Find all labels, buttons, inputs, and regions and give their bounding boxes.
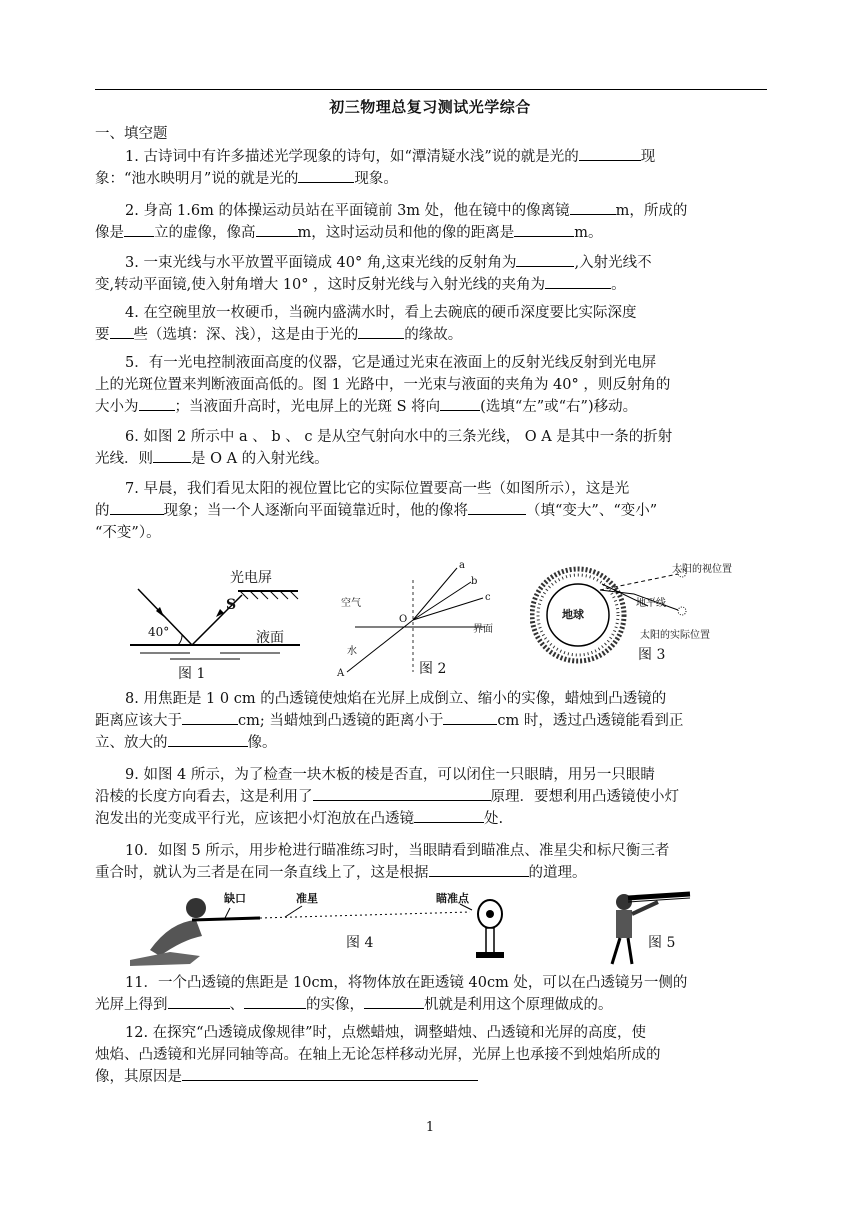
figure-3 [530, 560, 745, 675]
answer-blank[interactable] [153, 448, 191, 463]
answer-blank[interactable] [298, 168, 354, 183]
answer-blank[interactable] [244, 994, 306, 1009]
figure-1-screen-label: 光电屏 [230, 570, 272, 586]
answer-blank[interactable] [313, 786, 491, 801]
answer-blank[interactable] [358, 324, 404, 339]
figure-3-apparent-label: 太阳的视位置 [672, 564, 732, 575]
question-3: 3. 一束光线与水平放置平面镜成 40° 角,这束光线的反射角为 ,入射光线不 变,转动平面镜,使入射角增大 10° ，这时反射光线与入射光线的夹角为 。 [95, 252, 767, 296]
answer-blank[interactable] [256, 222, 298, 237]
figure-3-earth-label: 地球 [562, 608, 584, 621]
answer-blank[interactable] [570, 200, 616, 215]
answer-blank[interactable] [364, 994, 424, 1009]
figure-2 [335, 560, 505, 680]
question-12: 12. 在探究“凸透镜成像规律”时，点燃蜡烛，调整蜡烛、凸透镜和光屏的高度，使 烛焰、凸透镜和光屏同轴等高。在轴上无论怎样移动光屏，光屏上也承接不到烛焰所成的 像，其原因是 [95, 1025, 661, 1085]
answer-blank[interactable] [182, 1066, 478, 1081]
figure-2-interface-label: 界面 [473, 624, 493, 635]
figure-2-A-label: A [337, 668, 345, 679]
figure-2-water-label: 水 [347, 646, 357, 657]
question-8: 8. 用焦距是 1 0 cm 的凸透镜使烛焰在光屏上成倒立、缩小的实像，蜡烛到凸透镜的 距离应该大于 cm; 当蜡烛到凸透镜的距离小于 cm 时，透过凸透镜能看到正 立、放大的 像。 [95, 691, 684, 751]
figure-4 [130, 890, 550, 968]
figure-4-target-label: 瞄准点 [436, 892, 469, 905]
header-rule [95, 89, 767, 90]
figure-1 [130, 565, 300, 685]
answer-blank[interactable] [443, 710, 497, 725]
figure-2-air-label: 空气 [341, 598, 361, 609]
question-10: 10．如图 5 所示，用步枪进行瞄准练习时，当眼睛看到瞄准点、准星尖和标尺衡三者 重合时，就认为三者是在同一条直线上了，这是根据 的道理。 [95, 843, 670, 881]
question-1: 1. 古诗词中有许多描述光学现象的诗句，如“潭清疑水浅”说的就是光的 现 象：“池水映明月”说的就是光的 现象。 [95, 146, 767, 190]
answer-blank[interactable] [579, 146, 641, 161]
question-5: 5．有一光电控制液面高度的仪器，它是通过光束在液面上的反射光线反射到光电屏 上的光斑位置来判断液面高低的。图 1 光路中，一光束与液面的夹角为 40° ，则反射角的 大小为 ；当液面升高时，光电屏上的光斑 S 将向 (选填“左”或“右”)移动。 [95, 355, 671, 415]
answer-blank[interactable] [124, 222, 154, 237]
page-title: 初三物理总复习测试光学综合 [329, 98, 531, 116]
figure-2-b-label: b [471, 576, 478, 587]
answer-blank[interactable] [168, 732, 248, 747]
figure-3-caption: 图 3 [638, 647, 666, 663]
figure-2-a-label: a [459, 560, 465, 571]
section-heading: 一、填空题 [95, 126, 168, 142]
figure-4-sight-label: 准星 [296, 892, 318, 905]
figure-2-caption: 图 2 [419, 661, 447, 677]
figure-1-surface-label: 液面 [256, 630, 284, 646]
figure-4-notch-label: 缺口 [224, 892, 246, 905]
figure-2-c-label: c [485, 592, 491, 603]
figure-4-diagram [130, 890, 550, 968]
figure-1-caption: 图 1 [178, 666, 206, 682]
answer-blank[interactable] [110, 500, 164, 515]
page-number: 1 [425, 1120, 435, 1135]
answer-blank[interactable] [514, 222, 574, 237]
answer-blank[interactable] [516, 252, 574, 267]
figure-4-caption: 图 4 [346, 935, 374, 951]
question-6: 6. 如图 2 所示中 a 、 b 、 c 是从空气射向水中的三条光线， O A 是其中一条的折射 光线．则 是 O A 的入射光线。 [95, 429, 673, 467]
figure-5 [598, 886, 718, 966]
answer-blank[interactable] [414, 808, 484, 823]
question-9: 9. 如图 4 所示，为了检查一块木板的棱是否直，可以闭住一只眼睛，用另一只眼睛 沿棱的长度方向看去，这是利用了 原理．要想利用凸透镜使小灯 泡发出的光变成平行光，应该把小灯泡放在凸透镜 处. [95, 767, 679, 827]
answer-blank[interactable] [545, 274, 611, 289]
figure-2-o-label: O [399, 614, 408, 625]
answer-blank[interactable] [139, 396, 175, 411]
answer-blank[interactable] [168, 994, 230, 1009]
question-11: 11．一个凸透镜的焦距是 10cm，将物体放在距透镜 40cm 处，可以在凸透镜另一侧的 光屏上得到 、 的实像， 机就是利用这个原理做成的。 [95, 975, 688, 1013]
question-7: 7. 早晨，我们看见太阳的视位置比它的实际位置要高一些（如图所示），这是光 的 现象；当一个人逐渐向平面镜靠近时，他的像将 （填“变大”、“变小” “不变”）。 [95, 481, 658, 541]
question-4: 4. 在空碗里放一枚硬币，当碗内盛满水时，看上去碗底的硬币深度要比实际深度 要 些（选填：深、浅），这是由于光的 的缘故。 [95, 305, 637, 343]
figure-3-actual-label: 太阳的实际位置 [640, 630, 710, 641]
answer-blank[interactable] [440, 396, 480, 411]
figure-5-caption: 图 5 [648, 935, 676, 951]
answer-blank[interactable] [182, 710, 238, 725]
figure-5-diagram [598, 886, 718, 966]
answer-blank[interactable] [468, 500, 526, 515]
answer-blank[interactable] [110, 324, 134, 339]
figure-1-point-label: S [226, 597, 237, 613]
answer-blank[interactable] [429, 862, 529, 877]
figure-3-horizon-label: 地平线 [636, 598, 666, 609]
figure-1-angle-label: 40° [148, 625, 170, 639]
question-2: 2. 身高 1.6m 的体操运动员站在平面镜前 3m 处，他在镜中的像离镜 m，所成的 像是 立的虚像，像高 m，这时运动员和他的像的距离是 m。 [95, 200, 767, 244]
